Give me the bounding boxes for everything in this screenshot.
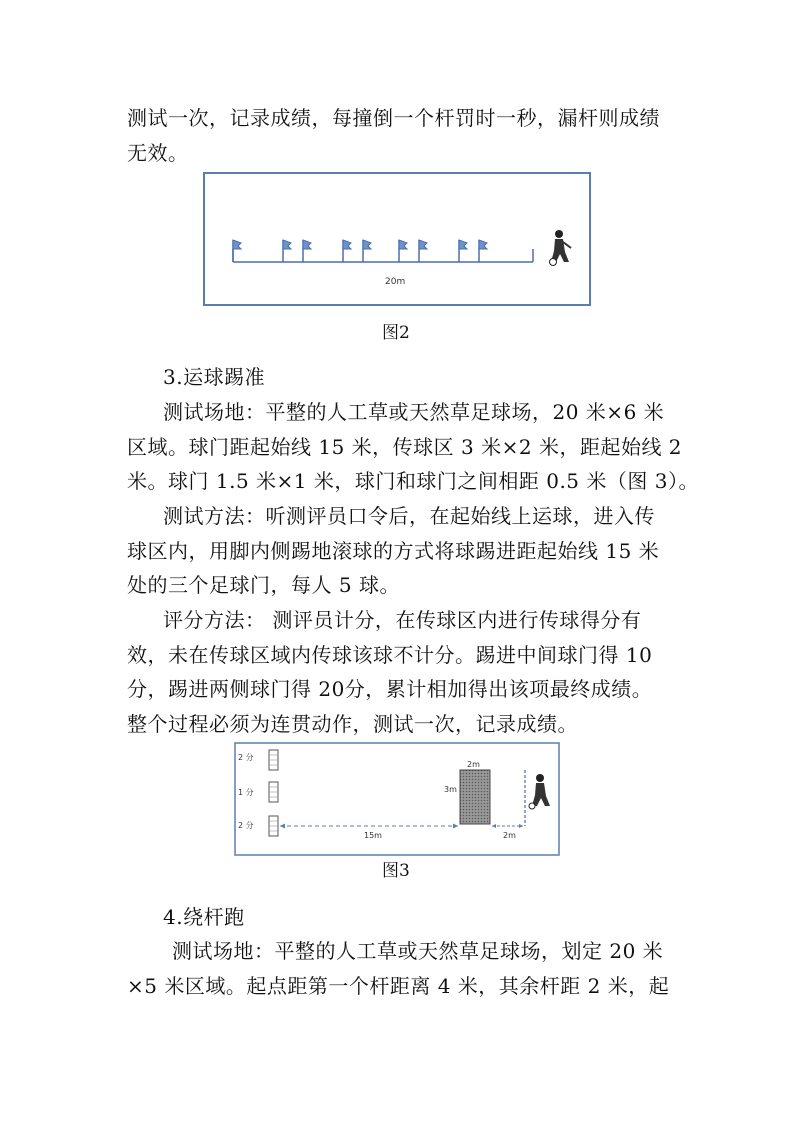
- zone-height-label: 3m: [444, 785, 457, 794]
- text-line: 测试方法：听测评员口令后，在起始线上运球，进入传: [163, 504, 655, 528]
- text-line: 测试场地：平整的人工草或天然草足球场，划定 20 米: [172, 939, 664, 963]
- text-line: 区域。球门距起始线 15 米，传球区 3 米×2 米，距起始线 2: [127, 435, 683, 459]
- figure-3-caption: 图3: [382, 861, 410, 881]
- text-line: 效，未在传球区域内传球该球不计分。踢进中间球门得 10: [127, 643, 653, 667]
- svg-text:2 分: 2 分: [238, 821, 254, 830]
- text-line: 评分方法： 测评员计分，在传球区内进行传球得分有: [163, 608, 642, 632]
- text-line: 测试一次，记录成绩，每撞倒一个杆罚时一秒，漏杆则成绩: [127, 106, 660, 130]
- section-title: 3.运球踢准: [163, 365, 266, 389]
- distance-label: 20m: [385, 277, 406, 287]
- text-line: 分，踢进两侧球门得 20分，累计相加得出该项最终成绩。: [127, 677, 653, 701]
- figure-2-caption: 图2: [382, 323, 410, 343]
- svg-text:2 分: 2 分: [238, 753, 254, 762]
- zone-width-label: 2m: [467, 760, 480, 769]
- distance-label: 15m: [364, 831, 382, 840]
- section-title: 4.绕杆跑: [163, 905, 245, 929]
- figure-2-dribble-course: [203, 172, 591, 306]
- text-line: 整个过程必须为连贯动作，测试一次，记录成绩。: [127, 712, 578, 736]
- text-line: 处的三个足球门，每人 5 球。: [127, 573, 400, 597]
- pass-zone: [460, 770, 490, 824]
- text-line: 米。球门 1.5 米×1 米，球门和球门之间相距 0.5 米（图 3）。: [127, 469, 699, 493]
- start-distance-label: 2m: [503, 831, 516, 840]
- figure-3-shooting-course: [234, 742, 560, 856]
- text-line: 无效。: [127, 141, 189, 165]
- text-line: 球区内，用脚内侧踢地滚球的方式将球踢进距起始线 15 米: [127, 539, 660, 563]
- svg-text:1 分: 1 分: [238, 788, 254, 797]
- text-line: ×5 米区域。起点距第一个杆距离 4 米，其余杆距 2 米，起: [127, 974, 670, 998]
- text-line: 测试场地：平整的人工草或天然草足球场，20 米×6 米: [163, 400, 665, 424]
